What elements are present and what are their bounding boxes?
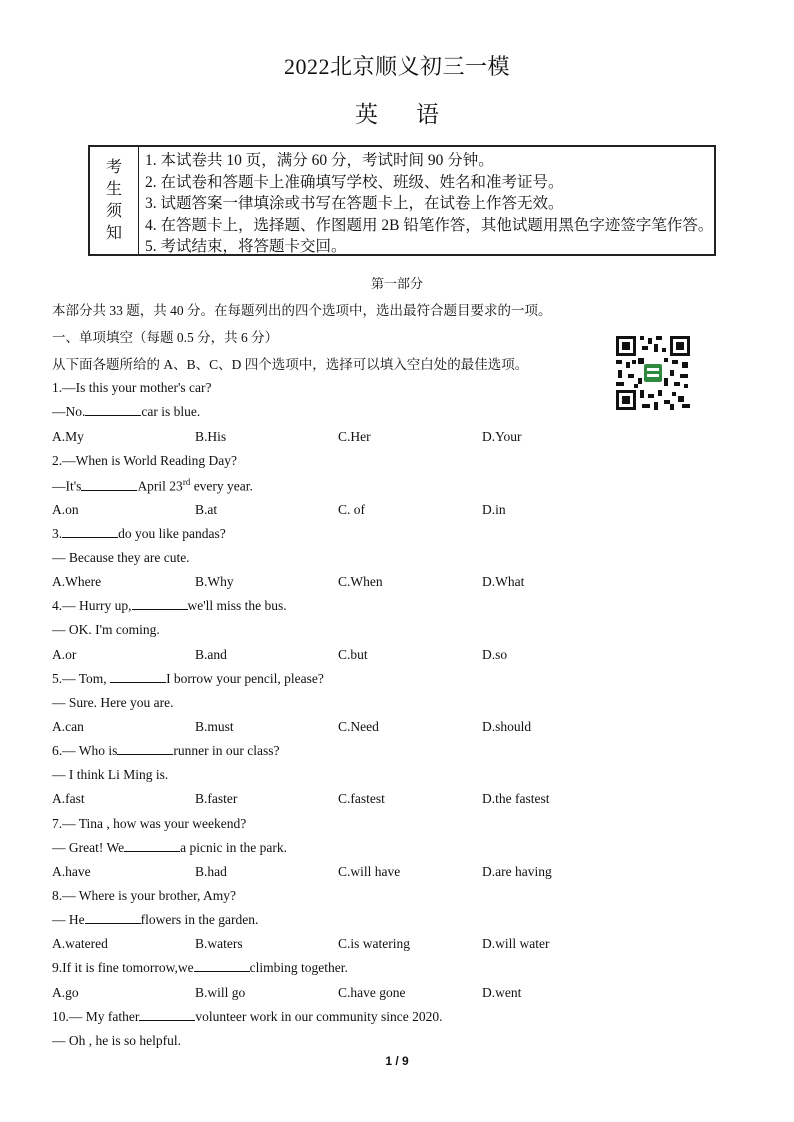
question-5-prompt: 5.— Tom, I borrow your pencil, please? xyxy=(52,671,324,686)
question-2-response: —It's April 23rd every year. xyxy=(52,477,253,494)
option: C.Her xyxy=(338,429,371,444)
notice-item: 3. 试题答案一律填涂或书写在答题卡上，在试卷上作答无效。 xyxy=(145,195,564,213)
question-9-prompt: 9.If it is fine tomorrow,we climbing together. xyxy=(52,960,348,975)
question-1-response: —No. car is blue. xyxy=(52,404,201,419)
question-3-response: — Because they are cute. xyxy=(52,550,190,565)
notice-item: 2. 在试卷和答题卡上准确填写学校、班级、姓名和准考证号。 xyxy=(145,173,564,191)
option: D.in xyxy=(482,502,506,517)
notice-item: 5. 考试结束，将答题卡交回。 xyxy=(145,238,347,256)
option: C.When xyxy=(338,574,383,589)
notice-item: 1. 本试卷共 10 页，满分 60 分，考试时间 90 分钟。 xyxy=(145,152,494,169)
question-7-response: — Great! We a picnic in the park. xyxy=(52,840,287,855)
option: C.will have xyxy=(338,864,401,879)
exam-notice-box xyxy=(88,145,716,256)
part-intro: 本部分共 33 题，共 40 分。在每题列出的四个选项中，选出最符合题目要求的一项。 xyxy=(52,303,552,318)
option: B.will go xyxy=(195,985,246,1000)
qr-code xyxy=(614,334,692,412)
question-3-prompt: 3. do you like pandas? xyxy=(52,526,226,541)
option: B.and xyxy=(195,647,227,662)
option: A.Where xyxy=(52,574,102,589)
option: D.so xyxy=(482,647,508,662)
option: B.had xyxy=(195,864,227,879)
option: B.must xyxy=(195,719,234,734)
notice-item: 4. 在答题卡上，选择题、作图题用 2B 铅笔作答，其他试题用黑色字迹签字笔作答。 xyxy=(145,216,714,234)
question-4-response: — OK. I'm coming. xyxy=(52,622,160,637)
option: A.on xyxy=(52,502,79,517)
option: A.can xyxy=(52,719,84,734)
page-title: 2022北京顺义初三一模 xyxy=(283,54,510,79)
question-8-response: — He flowers in the garden. xyxy=(52,912,259,927)
option: C.but xyxy=(338,647,368,662)
option: C.is watering xyxy=(338,936,410,951)
question-4-prompt: 4.— Hurry up, we'll miss the bus. xyxy=(52,598,287,613)
option: B.faster xyxy=(195,791,238,806)
question-7-prompt: 7.— Tina , how was your weekend? xyxy=(52,816,247,831)
option: D.are having xyxy=(482,864,552,879)
page-number: 1 / 9 xyxy=(385,1054,409,1068)
question-8-prompt: 8.— Where is your brother, Amy? xyxy=(52,888,237,903)
question-2-prompt: 2.—When is World Reading Day? xyxy=(52,453,237,468)
option: A.fast xyxy=(52,791,85,806)
option: D.will water xyxy=(482,936,550,951)
notice-heading-char: 生 xyxy=(105,180,122,198)
question-6-prompt: 6.— Who is runner in our class? xyxy=(52,743,280,758)
option: A.have xyxy=(52,864,91,879)
option: C.fastest xyxy=(338,791,385,806)
option: A.or xyxy=(52,647,77,662)
option: A.go xyxy=(52,985,79,1000)
section-title: 一、单项填空（每题 0.5 分，共 6 分） xyxy=(52,330,279,345)
question-10-response: — Oh , he is so helpful. xyxy=(52,1033,181,1048)
option: B.at xyxy=(195,502,218,517)
option: C. of xyxy=(338,502,365,517)
option: A.My xyxy=(52,429,84,444)
subject-title: 英语 xyxy=(355,102,477,127)
option: C.Need xyxy=(338,719,379,734)
option: B.His xyxy=(195,429,227,444)
option: D.Your xyxy=(482,429,522,444)
notice-heading-char: 知 xyxy=(105,224,122,242)
option: D.the fastest xyxy=(482,791,550,806)
option: A.watered xyxy=(52,936,108,951)
part-title: 第一部分 xyxy=(370,276,423,291)
question-6-response: — I think Li Ming is. xyxy=(52,767,169,782)
option: D.went xyxy=(482,985,522,1000)
notice-heading xyxy=(90,147,139,254)
question-10-prompt: 10.— My father volunteer work in our community since 2020. xyxy=(52,1009,443,1024)
question-5-response: — Sure. Here you are. xyxy=(52,695,174,710)
section-instruction: 从下面各题所给的 A、B、C、D 四个选项中，选择可以填入空白处的最佳选项。 xyxy=(52,357,529,372)
option: B.Why xyxy=(195,574,234,589)
notice-heading-char: 须 xyxy=(105,202,122,220)
option: D.What xyxy=(482,574,525,589)
option: D.should xyxy=(482,719,532,734)
notice-heading-char: 考 xyxy=(105,158,122,176)
option: C.have gone xyxy=(338,985,406,1000)
question-1-prompt: 1.—Is this your mother's car? xyxy=(52,380,212,395)
notice-items xyxy=(139,147,714,254)
option: B.waters xyxy=(195,936,243,951)
